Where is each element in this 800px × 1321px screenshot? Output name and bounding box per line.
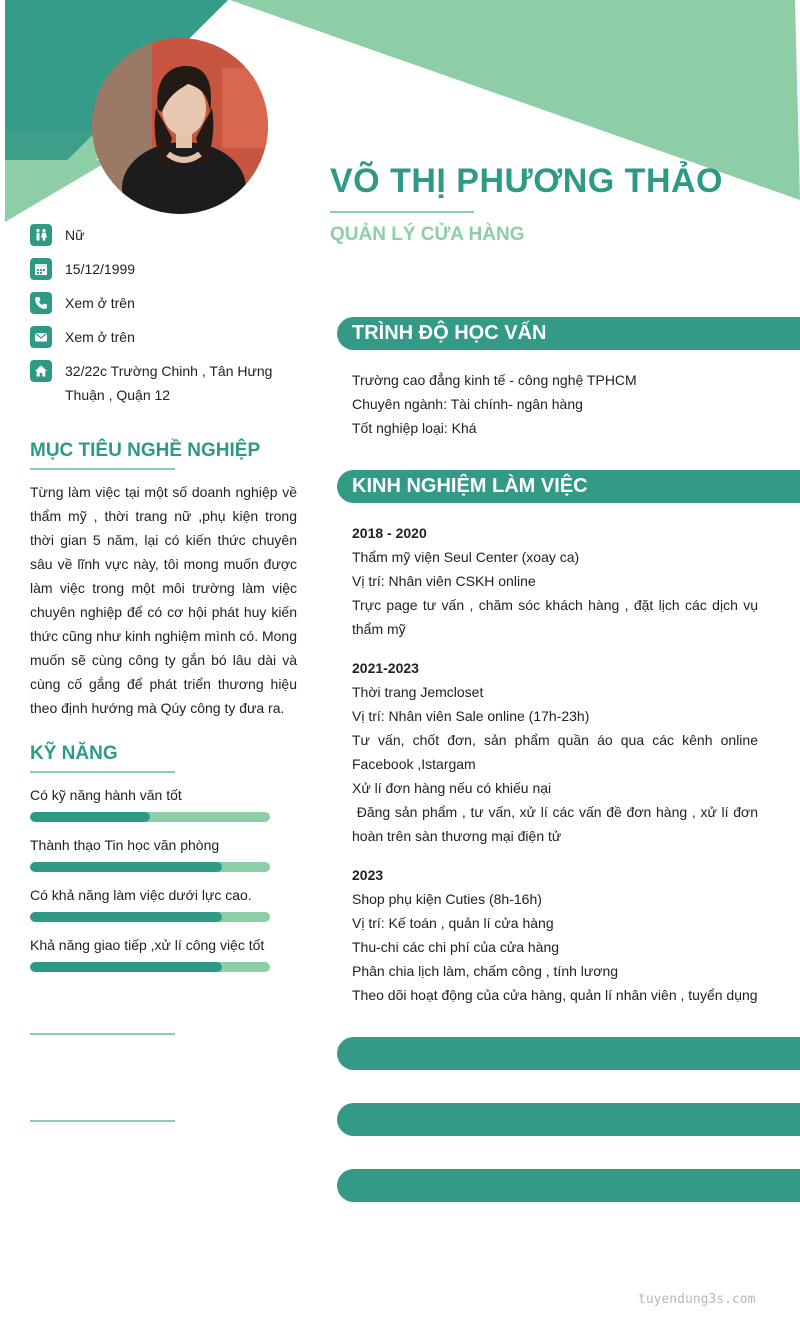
experience-period: 2021-2023 (352, 660, 419, 676)
empty-section-underline (30, 1120, 175, 1122)
job-title: QUẢN LÝ CỬA HÀNG (330, 224, 525, 245)
watermark: tuyendung3s.com (638, 1292, 756, 1307)
experience-line: Vị trí: Nhân viên CSKH online (352, 573, 536, 589)
skill-bar-fill (30, 862, 222, 872)
mail-icon (30, 326, 52, 348)
experience-line: Trực page tư vấn , chăm sóc khách hàng , đặt lịch các dịch vụ thẩm mỹ (352, 597, 758, 637)
candidate-name: VÕ THỊ PHƯƠNG THẢO (330, 162, 723, 200)
experience-period: 2023 (352, 867, 384, 883)
experience-entry (352, 863, 758, 1007)
experience-line: Theo dõi hoạt động của cửa hàng, quản lí nhân viên , tuyển dụng (352, 987, 758, 1003)
contact-email (30, 325, 275, 349)
skill-label: Có khả năng làm việc dưới lực cao. (30, 887, 252, 903)
contact-phone-text: Xem ở trên (65, 295, 135, 311)
education-line: Trường cao đẳng kinh tế - công nghệ TPHCM (352, 372, 637, 388)
contact-birthday (30, 257, 275, 281)
contact-birthday-text: 15/12/1999 (65, 261, 136, 277)
phone-icon (30, 292, 52, 314)
experience-line: Thời trang Jemcloset (352, 684, 484, 700)
skill-bar (30, 962, 270, 972)
skill-bar (30, 812, 270, 822)
education-heading: TRÌNH ĐỘ HỌC VẤN (337, 317, 800, 350)
education-details (352, 368, 758, 440)
skill-bar-fill (30, 812, 150, 822)
experience-heading: KINH NGHIỆM LÀM VIỆC (337, 470, 800, 503)
empty-section-bar (337, 1103, 800, 1136)
experience-line: Vị trí: Nhân viên Sale online (17h-23h) (352, 708, 590, 724)
skills-heading: KỸ NĂNG (30, 743, 118, 764)
experience-line: Thu-chi các chi phí của cửa hàng (352, 939, 560, 955)
experience-entry (352, 521, 758, 641)
skill-bar (30, 912, 270, 922)
profile-photo (92, 38, 268, 214)
contact-gender (30, 223, 275, 247)
objective-underline (30, 468, 175, 470)
gender-icon (30, 224, 52, 246)
contact-email-text: Xem ở trên (65, 329, 135, 345)
skill-bar-fill (30, 962, 222, 972)
experience-line: Đăng sản phẩm , tư vấn, xử lí các vấn đề đơn hàng , xử lí đơn hoàn trên sàn thương mại điện tử (352, 804, 762, 844)
empty-section-underline (30, 1033, 175, 1035)
skill-label: Khả năng giao tiếp ,xử lí công việc tốt (30, 937, 265, 953)
skill-label: Thành thạo Tin học văn phòng (30, 837, 220, 853)
experience-line: Shop phụ kiện Cuties (8h-16h) (352, 891, 542, 907)
education-line: Chuyên ngành: Tài chính- ngân hàng (352, 396, 583, 412)
experience-line: Xử lí đơn hàng nếu có khiếu nại (352, 780, 552, 796)
contact-address-text: 32/22c Trường Chinh , Tân Hưng Thuận , Quận 12 (65, 363, 273, 403)
experience-line: Phân chia lịch làm, chấm công , tính lương (352, 963, 619, 979)
contact-gender-text: Nữ (65, 227, 85, 243)
education-line: Tốt nghiệp loại: Khá (352, 420, 477, 436)
empty-section-bar (337, 1037, 800, 1070)
skills-underline (30, 771, 175, 773)
contact-address (30, 359, 275, 407)
calendar-icon (30, 258, 52, 280)
home-icon (30, 360, 52, 382)
skill-label: Có kỹ năng hành văn tốt (30, 787, 182, 803)
contact-phone (30, 291, 275, 315)
experience-line: Vị trí: Kế toán , quản lí cửa hàng (352, 915, 554, 931)
objective-text: Từng làm việc tại một số doanh nghiệp về thẩm mỹ , thời trang nữ ,phụ kiện trong thời gian 5 năm, lại có kiến thức chuyên sâu về lĩnh vực này, tôi mong muốn được làm việc trong một môi trường làm việc chuyên nghiệp để có cơ hội phát huy kiến thức cũng như kinh nghiệm mình có. Mong muốn sẽ cùng công ty gắn bó lâu dài và cùng cố gắng để phát triển thương hiệu theo định hướng mà Qúy công ty đưa ra. (30, 484, 297, 716)
objective-heading: MỤC TIÊU NGHỀ NGHIỆP (30, 440, 261, 461)
experience-line: Tư vấn, chốt đơn, sản phẩm quần áo qua các kênh online Facebook ,Istargam (352, 732, 758, 772)
experience-period: 2018 - 2020 (352, 525, 427, 541)
skill-bar (30, 862, 270, 872)
skill-bar-fill (30, 912, 222, 922)
experience-line: Thẩm mỹ viện Seul Center (xoay ca) (352, 549, 580, 565)
experience-entry (352, 656, 762, 848)
empty-section-bar (337, 1169, 800, 1202)
name-underline (330, 211, 474, 213)
